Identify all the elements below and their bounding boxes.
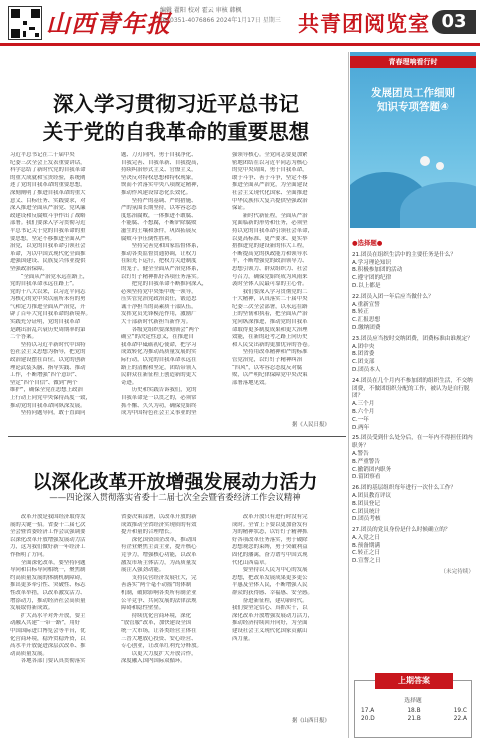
text-line: 党的十八大以来，以习近平同志	[10, 288, 86, 295]
text-line: 袭时全体人民最可靠的主心骨。	[232, 281, 308, 288]
answer-cell: 22.A	[453, 716, 467, 722]
text-line: 建设社会主义现代化国家贡献山	[232, 627, 308, 634]
text-line: 平，不断增强党的政治领导力、	[232, 258, 308, 265]
text-line: 不断提高党的执政能力和领导水	[232, 250, 308, 257]
text-line: 坚定“四个自信”、做到“两个	[10, 379, 78, 386]
text-line: 持续纠治形式主义、官僚主义，	[121, 167, 197, 174]
text-line: 题、刀刃向内，勇于自我净化、	[121, 152, 197, 158]
text-line: 民群众在新征程上创造新的更大	[121, 372, 197, 379]
question-option: C.汇报思想	[352, 317, 381, 324]
sidebar-quiz-panel	[350, 52, 476, 738]
text-line: 推动党的自我革命向纵深发展。	[10, 402, 86, 409]
question-option: B.转正	[352, 309, 369, 316]
banner-title-line2: 知识专项答题④	[377, 101, 449, 113]
text-line: 敢于斗争、善于斗争，坚定不移	[232, 174, 308, 181]
text-line: 严的氛围长期坚持，以零容忍态	[121, 205, 197, 212]
text-line: 意义、目标任务、实践要求，对	[10, 197, 86, 204]
text-line: 要思想，坚定不移推进全面从严	[10, 235, 86, 242]
text-line: 坚持以习近平新时代中国特	[10, 341, 86, 348]
article2-column-1	[10, 514, 114, 674]
text-line: 的党中央周围，勇于自我革命，	[232, 167, 308, 174]
text-line: 不能腐、不想腐，不断铲除腐败	[121, 220, 197, 227]
text-line: 全面深化改革，要坚持问题	[10, 559, 86, 566]
text-line: 动融入共建“一带一路”，用好	[10, 620, 81, 627]
text-line: 效能，在新的赶考之路上向历史	[232, 334, 308, 341]
previous-answers-box	[354, 676, 472, 738]
text-line: 二个答案。	[10, 334, 37, 341]
text-line: 党向纵深推进，推动党的自我革	[232, 319, 308, 326]
text-line: 深度融入国内国际双循环。	[121, 658, 186, 665]
section-title: 共青团阅览室	[298, 12, 430, 36]
text-line: 好各项改革任务落实，勇于破除	[232, 536, 308, 543]
text-line: 提升和量的合理增长。	[121, 529, 175, 536]
text-line: 平惠及全体人民，不断增强人民	[232, 582, 308, 589]
text-line: 习近平总书记在二十届中央	[10, 152, 75, 158]
question-option: A.学习理论知识	[352, 259, 392, 266]
question-option: C.撤销团内职务	[352, 466, 392, 473]
question-option: C.转正之日	[352, 550, 381, 557]
quiz-question	[352, 485, 474, 524]
text-line: 竞争力，增强核心功能，以改革	[121, 551, 197, 558]
text-line: 自我革命是一以贯之的，必须常	[121, 395, 197, 401]
text-line: 纪委三次全会部署，以永远在路	[232, 303, 308, 310]
question-text: 21.团员在组织生活中的主要任务是什么？	[352, 251, 456, 258]
text-line: 推进全面从严治党，为全面建设	[232, 182, 308, 189]
article1-column-1	[10, 152, 114, 418]
text-line: 成时。全省上下要以更加奋发有	[232, 521, 308, 528]
text-line: 和人民交出新的更加优异的答卷。	[232, 341, 313, 348]
text-line: 持以党的自我革命引领社会革命，	[232, 227, 313, 234]
question-option: C.团员统计	[352, 508, 381, 515]
question-option: D.宣誓之日	[352, 558, 381, 565]
answers-row	[361, 707, 467, 715]
article2-column-3	[232, 514, 340, 654]
text-line: 我们要深入学习贯彻党的二	[232, 288, 308, 295]
text-line: 西力量。	[232, 635, 254, 642]
question-option: A.入党之日	[352, 534, 380, 541]
page-header	[0, 0, 480, 46]
text-line: 理论武装头脑、指导实践、推动	[10, 364, 86, 371]
question-option: D.缴纳团费	[352, 324, 381, 331]
article2-title: 以深化改革开放增强发展动力活力	[32, 471, 318, 493]
text-line: 有企业聚焦主责主业，提升核心	[121, 544, 197, 551]
text-line: 坚持完善党和国家监督体系，	[121, 243, 202, 250]
article1-column-2	[121, 152, 225, 418]
text-line: 三晋大地放心投资、安心经营、	[121, 635, 197, 642]
text-line: 奇迹。	[121, 379, 138, 386]
text-line: 部署。我们要深入学习贯彻习近	[10, 220, 86, 227]
answer-cell: 20.D	[361, 716, 375, 722]
text-line: 锲而不舍落实中央八项规定精神，	[121, 182, 202, 189]
answers-grid	[361, 707, 467, 723]
text-line: 激发市场主体活力，为高质量发	[121, 559, 197, 566]
question-option: A.团中央	[352, 343, 375, 350]
question-option: C.团支部	[352, 359, 375, 366]
text-line: 纪委三次全会上发表重要讲话，	[10, 159, 86, 166]
question-text: 23.团员应当按时交纳团费，团费标准由谁规定？	[352, 335, 473, 342]
text-line: 性改革举措，以改革激发活力、	[10, 589, 86, 596]
question-option: B.团省委	[352, 351, 375, 358]
text-line: 公平竞争、共同发展的法律法规	[121, 597, 197, 604]
text-line: 辟了百年大党自我革命的新境界。	[10, 311, 91, 318]
answers-title: 上期答案	[375, 673, 453, 689]
quiz-question	[352, 435, 474, 482]
text-line: 际行动，以党的自我革命永远在	[121, 357, 197, 364]
text-line: 坚持用改革精神和严的标准	[232, 349, 308, 356]
text-line: 中国国际进口博览会等平台，优	[10, 627, 86, 634]
quiz-heading: ●选择题●	[352, 239, 383, 247]
question-text: 27.团员的党员身份是什么时候确立的？	[352, 527, 451, 534]
text-line: 持续优化营商环境，深化	[121, 612, 192, 619]
article1-title	[14, 90, 338, 146]
text-line: 导向和目标导向相统一，聚焦制	[10, 567, 86, 574]
text-line: 为的精神状态，以钉钉子精神抓	[232, 529, 308, 536]
text-line: 在阳光下运行，把权力关进制度	[121, 258, 197, 265]
question-text: 24.团员在几个月内不参加团的组织生活，不交纳团费，不做团组织分配的工作，被认为是自行脱团？	[352, 377, 473, 400]
question-option: B.严重警告	[352, 458, 380, 465]
article2-column-2	[121, 514, 225, 674]
editor-line: 编辑 翟阳 校对 霍云 审核 韩枫	[160, 7, 242, 14]
text-line: 深化国资国企改革，推动国	[121, 536, 197, 543]
article1-title-line2: 关于党的自我革命的重要思想	[42, 120, 310, 144]
text-line: 思想观念的束缚，勇于突破利益	[232, 544, 308, 551]
quiz-question	[352, 294, 474, 333]
text-line: 政建设和反腐败斗争作出了战略	[10, 212, 86, 219]
text-line: 深入推进全面从严治党、党风廉	[10, 205, 86, 212]
text-line: 十大精神，认真落实二十届中央	[232, 296, 308, 303]
question-option: D.两年	[352, 424, 370, 431]
text-line: 号召力，确保党始终成为风雨来	[232, 273, 308, 280]
text-line: 代化山西篇章。	[232, 559, 270, 566]
question-option: B.六个月	[352, 408, 375, 415]
text-line: 机制，破除影响各类所有制企业	[121, 589, 197, 596]
text-line: 是跳出治乱兴衰历史周期率的第	[10, 326, 86, 333]
answer-cell: 18.B	[407, 708, 421, 714]
text-line: 扩大高水平对外开放，要主	[10, 612, 86, 619]
text-line: 平总书记关于党的自我革命的重	[10, 227, 86, 234]
question-option: C.遵守团的纪律	[352, 275, 392, 282]
quiz-content	[352, 240, 474, 577]
text-line: 成为中国特色社会主义事业的坚	[121, 410, 197, 417]
text-line: 我们要坚定信心、真抓实干，以	[232, 605, 308, 612]
quiz-note: （未完待续）	[440, 569, 474, 576]
text-line: 全会暨省委经济工作会议强调要	[10, 529, 86, 536]
question-text: 25.团员受到什么处分后，在一年内不得担任团内职务？	[352, 435, 473, 450]
text-line: 深刻阐明了推进自我革命的重大	[10, 189, 86, 196]
text-line: 以深化改革开放增强发展动力活	[10, 536, 86, 543]
text-line: 坚持问题导向，敢于直面问	[10, 410, 86, 417]
text-line: 为核心的党中央以前所未有的勇	[10, 296, 86, 303]
text-line: 障碍和隐性壁垒。	[121, 605, 165, 612]
text-line: 作指明了方向。	[10, 551, 48, 558]
text-line: 部署落地见效。	[232, 379, 270, 386]
banner-ribbon: 青春理响看行时	[350, 56, 476, 68]
text-line: 上行动上同党中央保持高度一致，	[10, 395, 91, 401]
text-line: 展的关键一招。省委十二届七次	[10, 521, 86, 528]
text-line: 思想引领力、群众组织力、社会	[232, 265, 308, 272]
text-line: 进强国建设、民族复兴伟业提供	[10, 258, 86, 265]
text-line: 科学总结了新时代党的自我革命	[10, 167, 86, 174]
question-option: A.三个月	[352, 401, 375, 408]
contact-date-line: Tel:0351-4076866 2024年1月17日 星期三	[160, 17, 281, 24]
text-line: 发挥党员先锋模范作用，激励广	[121, 311, 197, 318]
text-line: 治党，以党的自我革命引领社会	[10, 243, 86, 250]
question-option: C.一年	[352, 416, 369, 423]
text-line: 各地各部门要认真贯彻落实	[10, 658, 86, 665]
text-line: 善落实“两个毫不动摇”的体制	[121, 582, 192, 589]
text-line: 败，以严明纪律保障党中央决策	[232, 372, 308, 379]
text-line: 坚持严的基调、严的措施、	[121, 197, 197, 204]
text-line: 历史和实践告诉我们，党的	[121, 387, 197, 394]
question-option: A.警告	[352, 450, 369, 457]
text-line: 固化的藩篱，奋力谱写中国式现	[232, 551, 308, 558]
text-line: 措推进党的建设新的伟大工程，	[232, 243, 308, 250]
text-line: 腐败斗争压倒性胜利。	[121, 235, 175, 242]
text-line: 省委决策部署，以改革开放的新	[121, 514, 197, 520]
text-line: 改革开放只有进行时没有完	[232, 514, 308, 520]
question-option: B.团员登记	[352, 500, 380, 507]
text-line: 必须坚持党中央集中统一领导，	[121, 288, 197, 295]
text-line: 新时代新征程，全面从严治	[232, 212, 308, 219]
question-option: D.以上都是	[352, 282, 381, 289]
text-line: 管党治党，以钉钉子精神纠治	[232, 357, 303, 364]
text-line: 诚干净担当的高素质干部队伍，	[121, 303, 197, 310]
banner-figure-icon	[420, 156, 430, 166]
text-line: 党的自我革命永远在路上”。	[10, 281, 78, 288]
question-option: B.预备期满	[352, 542, 380, 549]
qr-code-icon	[8, 6, 42, 40]
quiz-question	[352, 378, 474, 433]
text-line: 力，这为我们做好新一年经济工	[10, 544, 86, 551]
page-number: 03	[432, 10, 476, 34]
question-text: 22.团员入团一年后应当做什么？	[352, 293, 434, 300]
text-line: 维护”，确保全党在思想上政治	[10, 387, 83, 394]
text-line: 保证。	[232, 205, 249, 212]
article2-source: 据《山西日报》	[292, 718, 330, 724]
text-line: 坚决反对特权思想和特权现象，	[121, 174, 197, 181]
banner-title	[356, 86, 470, 114]
text-line: 中华民族伟大复兴提供坚强政治	[232, 197, 308, 204]
question-text: 26.团的基层组织每年进行一次什么工作？	[352, 485, 456, 492]
text-line: 以钉钉子精神抓好各项任务落实。	[121, 273, 202, 280]
text-line: 推动作风建设常态化长效化。	[121, 189, 192, 196]
text-line: 推动各类监督贯通协调，让权力	[121, 250, 197, 257]
banner-title-line1: 发展团员工作细则	[371, 87, 455, 99]
text-line: 大干部新时代新担当新作为。	[121, 319, 192, 326]
text-line: 密地团结在以习近平同志为核心	[232, 159, 308, 166]
text-line: 成效转化为推动高质量发展的实	[121, 349, 197, 356]
text-line: 各级党组织要深刻领会“两个	[121, 326, 200, 333]
question-option: A.团员教育评议	[352, 492, 392, 499]
answer-cell: 21.B	[407, 716, 421, 722]
text-line: 高水平开放促进深层次改革、推	[10, 643, 86, 650]
question-option: B.积极参加团的活动	[352, 267, 403, 274]
text-line: 确立”的决定性意义，在推进自	[121, 334, 194, 341]
text-line: 展注入强劲动能。	[121, 567, 165, 574]
text-line: 推动经济持续回升向好，为全面	[232, 620, 308, 627]
article2-subtitle: ——四论深入贯彻落实省委十二届七次全会暨省委经济工作会议精神	[49, 492, 301, 502]
answers-subtitle: 选择题	[404, 698, 422, 704]
quiz-question	[352, 252, 474, 291]
text-line: 色社会主义思想为指导，把党的	[10, 349, 86, 356]
text-line: 我革命中砥砺初心使命，把学习	[121, 341, 197, 348]
quiz-question	[352, 336, 474, 375]
text-line: 以更大力度扩大开放合作，	[121, 650, 197, 657]
text-line: 奋进新征程，建功新时代。	[232, 597, 308, 604]
article-divider	[8, 436, 346, 437]
text-line: 工作，不断增强“四个意识”、	[10, 372, 81, 379]
article1-column-3	[232, 152, 340, 388]
text-line: 抓不懈、久久为功，确保党始终	[121, 402, 197, 409]
answers-row	[361, 715, 467, 723]
article1-source: 据《人民日报》	[292, 422, 330, 428]
answer-cell: 19.C	[453, 708, 467, 714]
question-list	[352, 252, 474, 566]
text-line: 滋生的土壤和条件，巩固拓展反	[121, 227, 197, 234]
text-line: 动高质量发展。	[10, 650, 48, 657]
text-line: 约高质量发展的体制机制障碍，	[10, 574, 86, 581]
text-line: 党面临新的形势和任务，必须坚	[232, 220, 308, 227]
text-line: 群众的获得感、幸福感、安全感。	[232, 589, 313, 596]
answer-cell: 17.A	[361, 708, 375, 714]
text-line: 深化改革开放增强发展动力活力，	[232, 612, 313, 619]
editor-info	[160, 6, 281, 26]
text-line: 支持民营经济发展壮大，完	[121, 574, 197, 581]
text-line: 强领导核心。全党同志要更加紧	[232, 152, 308, 158]
masthead-logo: 山西青年报	[46, 9, 171, 38]
text-line: 度惩治腐败，一体推进不敢腐、	[121, 212, 197, 219]
text-line: 思想，把改革发展成果更多更公	[232, 574, 308, 581]
text-line: 压实管党治党政治责任，锻造忠	[121, 296, 197, 303]
text-line: 上的坚韧和执着，把全面从严治	[232, 311, 308, 318]
text-line: 增添动力，推动经济社会高质量	[10, 597, 86, 604]
column-separator	[348, 52, 349, 738]
text-line: “四风”，以零容忍态度反对腐	[232, 364, 303, 371]
text-line: “全面从严治党永远在路上，	[10, 273, 89, 280]
text-line: 成效推动全省经济实现质的有效	[121, 521, 197, 528]
question-option: D.团员考核	[352, 516, 381, 523]
text-line: 要坚持以人民为中心的发展	[232, 567, 308, 574]
article1-title-line1: 深入学习贯彻习近平总书记	[53, 92, 299, 116]
text-line: 实践充分证明，党的自我革命	[10, 319, 81, 326]
text-line: 以更高标准、更严要求、更实举	[232, 235, 308, 242]
text-line: 革命，为以中国式现代化全面推	[10, 250, 86, 257]
text-line: 社会主义现代化国家、全面推进	[232, 189, 308, 196]
question-option: D.留团察看	[352, 474, 381, 481]
text-line: 气和定力推进全面从严治党，开	[10, 303, 86, 310]
text-line: 发展取得新成效。	[10, 605, 54, 612]
text-line: 述了党的自我革命的重要思想，	[10, 182, 86, 189]
text-line: 坚强政治保障。	[10, 265, 48, 272]
text-line: 路上的清醒和坚定，团结带领人	[121, 364, 197, 371]
text-line: 自我完善、自我革新、自我提高，	[121, 159, 202, 166]
text-line: 改革开放是我国经济取得发	[10, 514, 86, 520]
text-line: 把党的自我革命不断推向深入，	[121, 281, 208, 288]
text-line: 政治建设摆在首位，以党的创新	[10, 357, 86, 364]
text-line: 推出更多牵引性、突破性、标志	[10, 582, 86, 589]
question-option: A.重新宣誓	[352, 301, 380, 308]
text-line: 命取得更多制度成果和更大治理	[232, 326, 308, 333]
text-line: “放管服”改革，加快建设全国	[121, 620, 192, 627]
quiz-question	[352, 527, 474, 566]
text-line: 统一大市场，让各类经营主体在	[121, 627, 197, 634]
question-option: D.团员本人	[352, 366, 381, 373]
text-line: 的笼子，健全全面从严治党体系，	[121, 265, 202, 272]
quiz-banner	[350, 52, 476, 228]
text-line: 的重大成就和宝贵经验，系统阐	[10, 174, 86, 181]
text-line: 化营商环境，稳外贸稳外资，以	[10, 635, 86, 642]
banner-figure-icon	[436, 162, 444, 170]
text-line: 专心创业，让改革红利充分释放。	[121, 643, 202, 650]
